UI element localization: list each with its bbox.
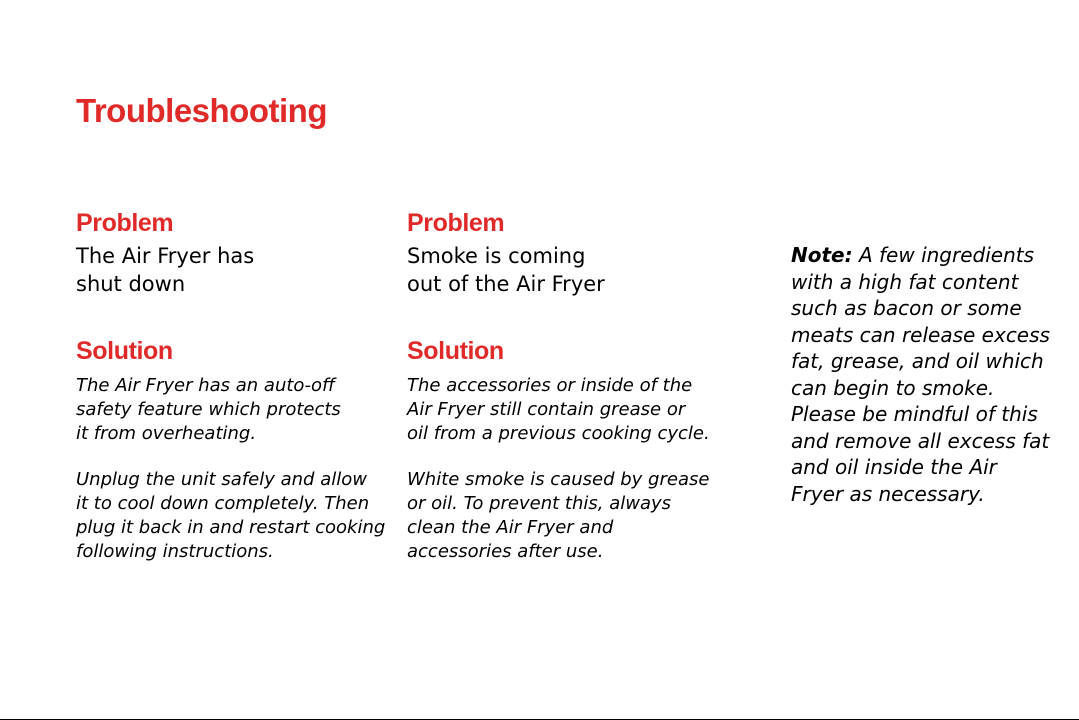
problem-heading: Problem — [76, 209, 174, 237]
solution-paragraph: The accessories or inside of the Air Fryer still contain grease or oil from a previous cooking cycle. — [407, 375, 710, 444]
problem-column-smoke — [407, 208, 737, 564]
note-label: Note: — [791, 243, 853, 267]
problem-description: Smoke is coming out of the Air Fryer — [407, 244, 605, 296]
solution-heading: Solution — [76, 337, 173, 365]
solution-paragraph: The Air Fryer has an auto-off safety feature which protects it from overheating. — [76, 375, 341, 444]
problem-description: The Air Fryer has shut down — [76, 244, 255, 296]
problem-heading: Problem — [407, 209, 505, 237]
problem-column-auto-off — [76, 208, 396, 564]
solution-paragraph: White smoke is caused by grease or oil. To prevent this, always clean the Air Fryer and accessories after use. — [407, 469, 710, 562]
solution-heading: Solution — [407, 337, 504, 365]
note-text: A few ingredients with a high fat content such as bacon or some meats can release excess fat, grease, and oil which can begin to smoke. Please be mindful of this and remove all excess fat and oil inside the Air Fryer as necessary. — [791, 243, 1050, 506]
page-title: Troubleshooting — [76, 92, 327, 129]
note-box — [791, 242, 1076, 507]
solution-paragraph: Unplug the unit safely and allow it to cool down completely. Then plug it back in and restart cooking following instructions. — [76, 469, 386, 562]
